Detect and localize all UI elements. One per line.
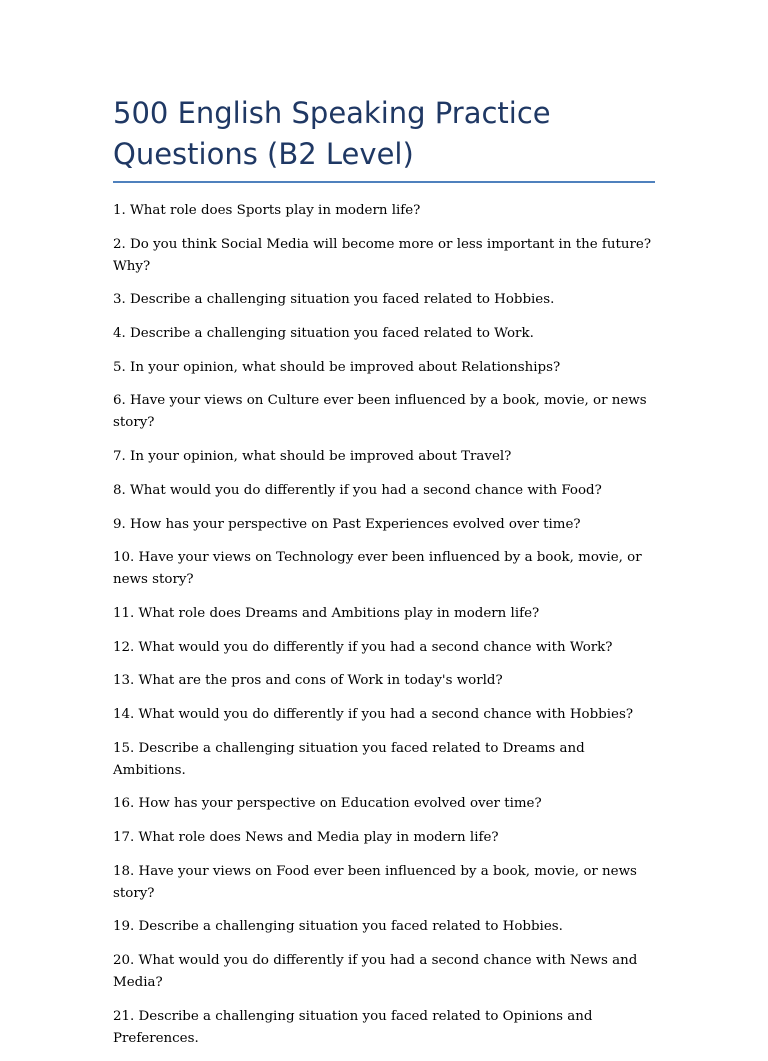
question-list xyxy=(113,200,655,1050)
question-item: 2. Do you think Social Media will become more or less important in the future? Why? xyxy=(113,236,651,274)
question-item: 10. Have your views on Technology ever been influenced by a book, movie, or news story? xyxy=(113,550,642,588)
question-item: 11. What role does Dreams and Ambitions play in modern life? xyxy=(113,605,540,621)
question-item: 12. What would you do differently if you had a second chance with Work? xyxy=(113,639,613,655)
question-item: 16. How has your perspective on Education evolved over time? xyxy=(113,796,542,812)
question-item: 6. Have your views on Culture ever been influenced by a book, movie, or news story? xyxy=(113,393,647,431)
question-item: 1. What role does Sports play in modern life? xyxy=(113,203,421,218)
question-item: 13. What are the pros and cons of Work in today's world? xyxy=(113,673,503,689)
title-divider xyxy=(113,181,655,183)
question-item: 14. What would you do differently if you had a second chance with Hobbies? xyxy=(113,706,633,722)
question-item: 8. What would you do differently if you had a second chance with Food? xyxy=(113,482,602,498)
document-title: 500 English Speaking Practice Questions (B2 Level) xyxy=(113,96,551,171)
question-item: 9. How has your perspective on Past Experiences evolved over time? xyxy=(113,516,581,532)
question-item: 17. What role does News and Media play in modern life? xyxy=(113,830,499,845)
question-item: 18. Have your views on Food ever been influenced by a book, movie, or news story? xyxy=(113,863,637,901)
question-item: 5. In your opinion, what should be improved about Relationships? xyxy=(113,359,561,375)
question-item: 15. Describe a challenging situation you faced related to Dreams and Ambitions. xyxy=(113,740,585,778)
question-item: 20. What would you do differently if you had a second chance with News and Media? xyxy=(113,953,638,991)
question-item: 21. Describe a challenging situation you faced related to Opinions and Preferences. xyxy=(113,1008,593,1046)
question-item: 19. Describe a challenging situation you faced related to Hobbies. xyxy=(113,919,563,935)
question-item: 4. Describe a challenging situation you faced related to Work. xyxy=(113,326,534,342)
question-item: 7. In your opinion, what should be improved about Travel? xyxy=(113,449,512,465)
question-item: 3. Describe a challenging situation you faced related to Hobbies. xyxy=(113,292,555,308)
document-page xyxy=(113,93,655,1061)
